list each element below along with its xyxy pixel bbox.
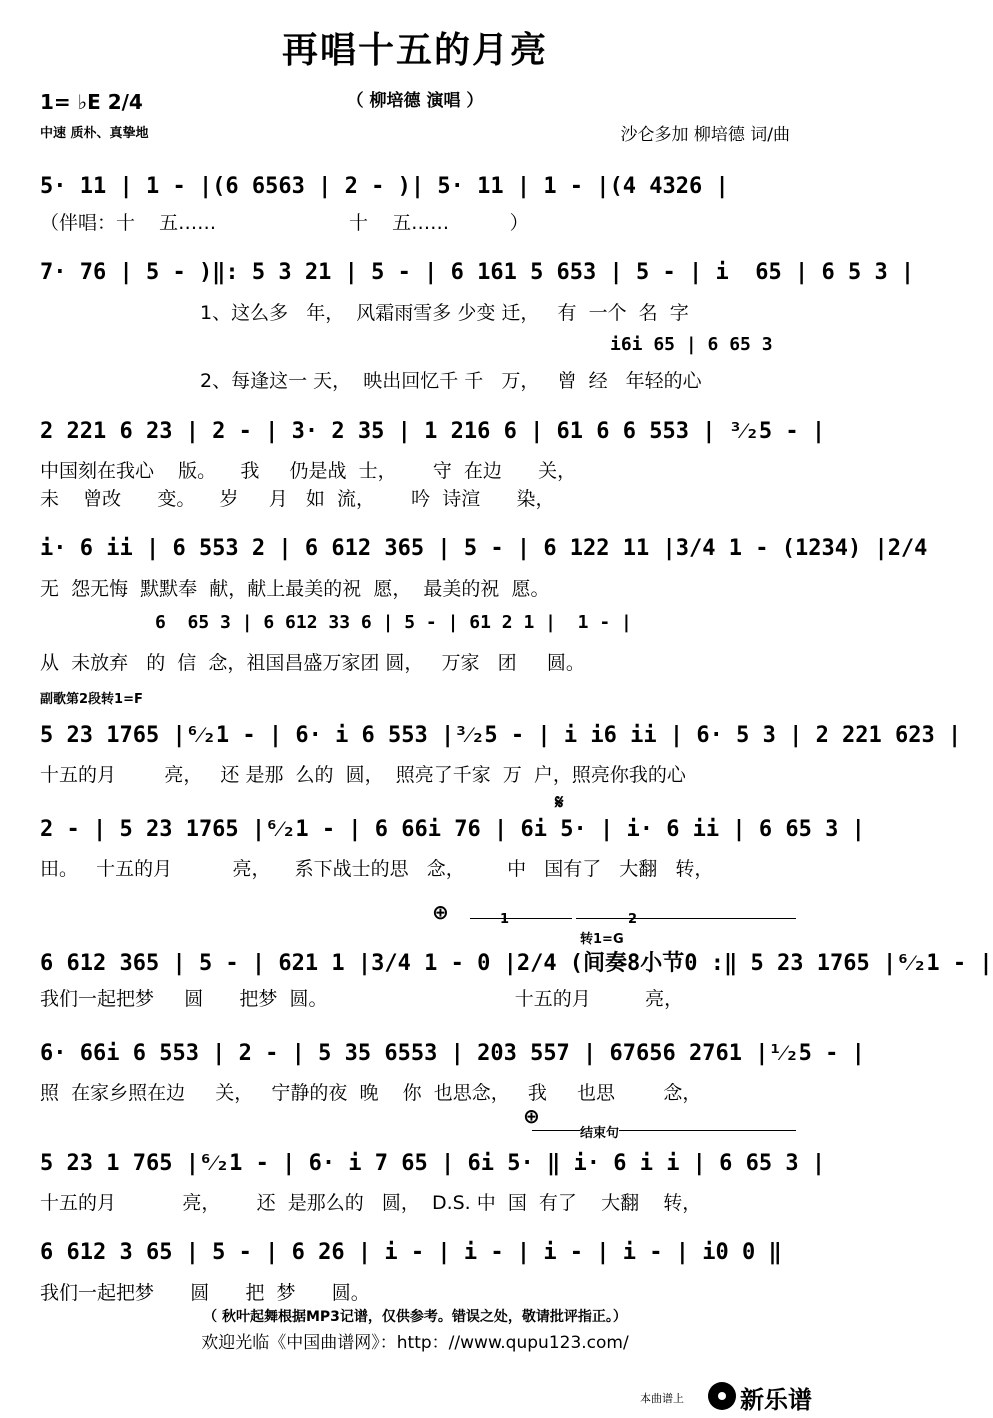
coda-sign: ⊕ (432, 900, 449, 924)
composer-credit: 沙仑多加 柳培德 词/曲 (620, 125, 790, 145)
transcription-note: （ 秋叶起舞根据MP3记谱，仅供参考。错误之处，敬请批评指正。） (203, 1309, 627, 1325)
record-icon (708, 1382, 736, 1410)
coda-sign-2: ⊕ (523, 1104, 540, 1128)
lyric-line-chorus-d: 照 在家乡照在边 关， 宁静的夜 晚 你 也思念， 我 也思 念， (40, 1082, 702, 1104)
ending-label: 结束句 (580, 1122, 619, 1141)
notation-line-6: 2 - | 5 23 1765 |⁶⁄₂1 - | 6 66i 76 | 6i 5· | i· 6 ii | 6 65 3 | (40, 817, 865, 842)
key-signature: 1= ♭E 2/4 (40, 90, 143, 114)
lyric-line-verse2-c: 从 未放弃 的 信 念，祖国昌盛万家团 圆， 万家 团 圆。 (40, 652, 585, 674)
lyric-line-verse2-b: 未 曾改 变。 岁 月 如 流， 吟 诗渲 染， (40, 488, 555, 510)
score-title: 再唱十五的月亮 (281, 30, 548, 71)
lyric-line-verse1-a: 1、这么多 年， 风霜雨雪多 少变 迁， 有 一个 名 字 (200, 302, 689, 324)
brand-logo-text: 新乐谱 (740, 1386, 812, 1414)
chorus-label: 副歌第2段转1=F (40, 692, 143, 707)
lyric-line-verse1-c: 无 怨无悔 默默奉 献，献上最美的祝 愿， 最美的祝 愿。 (40, 578, 550, 600)
notation-line-5: 5 23 1765 |⁶⁄₂1 - | 6· i 6 553 |³⁄₂5 - | i i6 ii | 6· 5 3 | 2 221 623 | (40, 723, 962, 748)
volta-1-label: 1 (500, 912, 510, 927)
notation-line-10: 6 612 3 65 | 5 - | 6 26 | i - | i - | i - | i - | i0 0 ‖ (40, 1240, 782, 1265)
notation-alt-2: 6 65 3 | 6 612 33 6 | 5 - | 61 2 1 | 1 - | (155, 612, 632, 633)
modulation-label: 转1=G (580, 932, 624, 947)
lyric-line-accompaniment: （伴唱：十 五…… 十 五…… ） (40, 212, 529, 234)
site-link[interactable]: 欢迎光临《中国曲谱网》：http：//www.qupu123.com/ (201, 1333, 629, 1353)
notation-line-2: 7· 76 | 5 - )‖: 5 3 21 | 5 - | 6 161 5 653 | 5 - | i 65 | 6 5 3 | (40, 260, 915, 285)
volta-2-label: 2 (628, 912, 638, 927)
lyric-line-verse2-a: 2、每逢这一 天， 映出回忆千 千 万， 曾 经 年轻的心 (200, 370, 702, 392)
volta-1-bracket (470, 918, 572, 919)
notation-line-3: 2 221 6 23 | 2 - | 3· 2 35 | 1 216 6 | 61 6 6 553 | ³⁄₂5 - | (40, 419, 826, 444)
notation-line-8: 6· 66i 6 553 | 2 - | 5 35 6553 | 203 557 | 67656 2761 |¹⁄₂5 - | (40, 1041, 865, 1066)
notation-alt-1: i6i 65 | 6 65 3 (610, 334, 773, 355)
lyric-line-chorus-f: 我们一起把梦 圆 把 梦 圆。 (40, 1282, 370, 1304)
lyric-line-verse1-b: 中国刻在我心 版。 我 仍是战 士， 守 在边 关， (40, 460, 577, 482)
segno-sign: 𝄋 (555, 790, 564, 814)
tempo-marking: 中速 质朴、真挚地 (40, 126, 149, 141)
notation-line-1: 5· 11 | 1 - |(6 6563 | 2 - )| 5· 11 | 1 - |(4 4326 | (40, 174, 729, 199)
notation-line-9: 5 23 1 765 |⁶⁄₂1 - | 6· i 7 65 | 6i 5· ‖ i· 6 i i | 6 65 3 | (40, 1151, 826, 1176)
lyric-line-chorus-c: 我们一起把梦 圆 把梦 圆。 十五的月 亮， (40, 988, 684, 1010)
lyric-line-chorus-b: 田。 十五的月 亮， 系下战士的思 念， 中 国有了 大翻 转， (40, 858, 714, 880)
uploader-text: 本曲谱上 (640, 1392, 684, 1405)
notation-line-7: 6 612 365 | 5 - | 621 1 |3/4 1 - 0 |2/4 (间奏8小节0 :‖ 5 23 1765 |⁶⁄₂1 - | (40, 951, 993, 976)
volta-2-bracket (576, 918, 796, 919)
ending-bracket (532, 1130, 796, 1131)
lyric-line-chorus-a: 十五的月 亮， 还 是那 么的 圆， 照亮了千家 万 户，照亮你我的心 (40, 764, 686, 786)
notation-line-4: i· 6 ii | 6 553 2 | 6 612 365 | 5 - | 6 122 11 |3/4 1 - (1234) |2/4 (40, 536, 928, 561)
singer-credit: （ 柳培德 演唱 ） (346, 91, 484, 111)
lyric-line-chorus-e: 十五的月 亮， 还 是那么的 圆， D.S. 中 国 有了 大翻 转， (40, 1192, 702, 1214)
